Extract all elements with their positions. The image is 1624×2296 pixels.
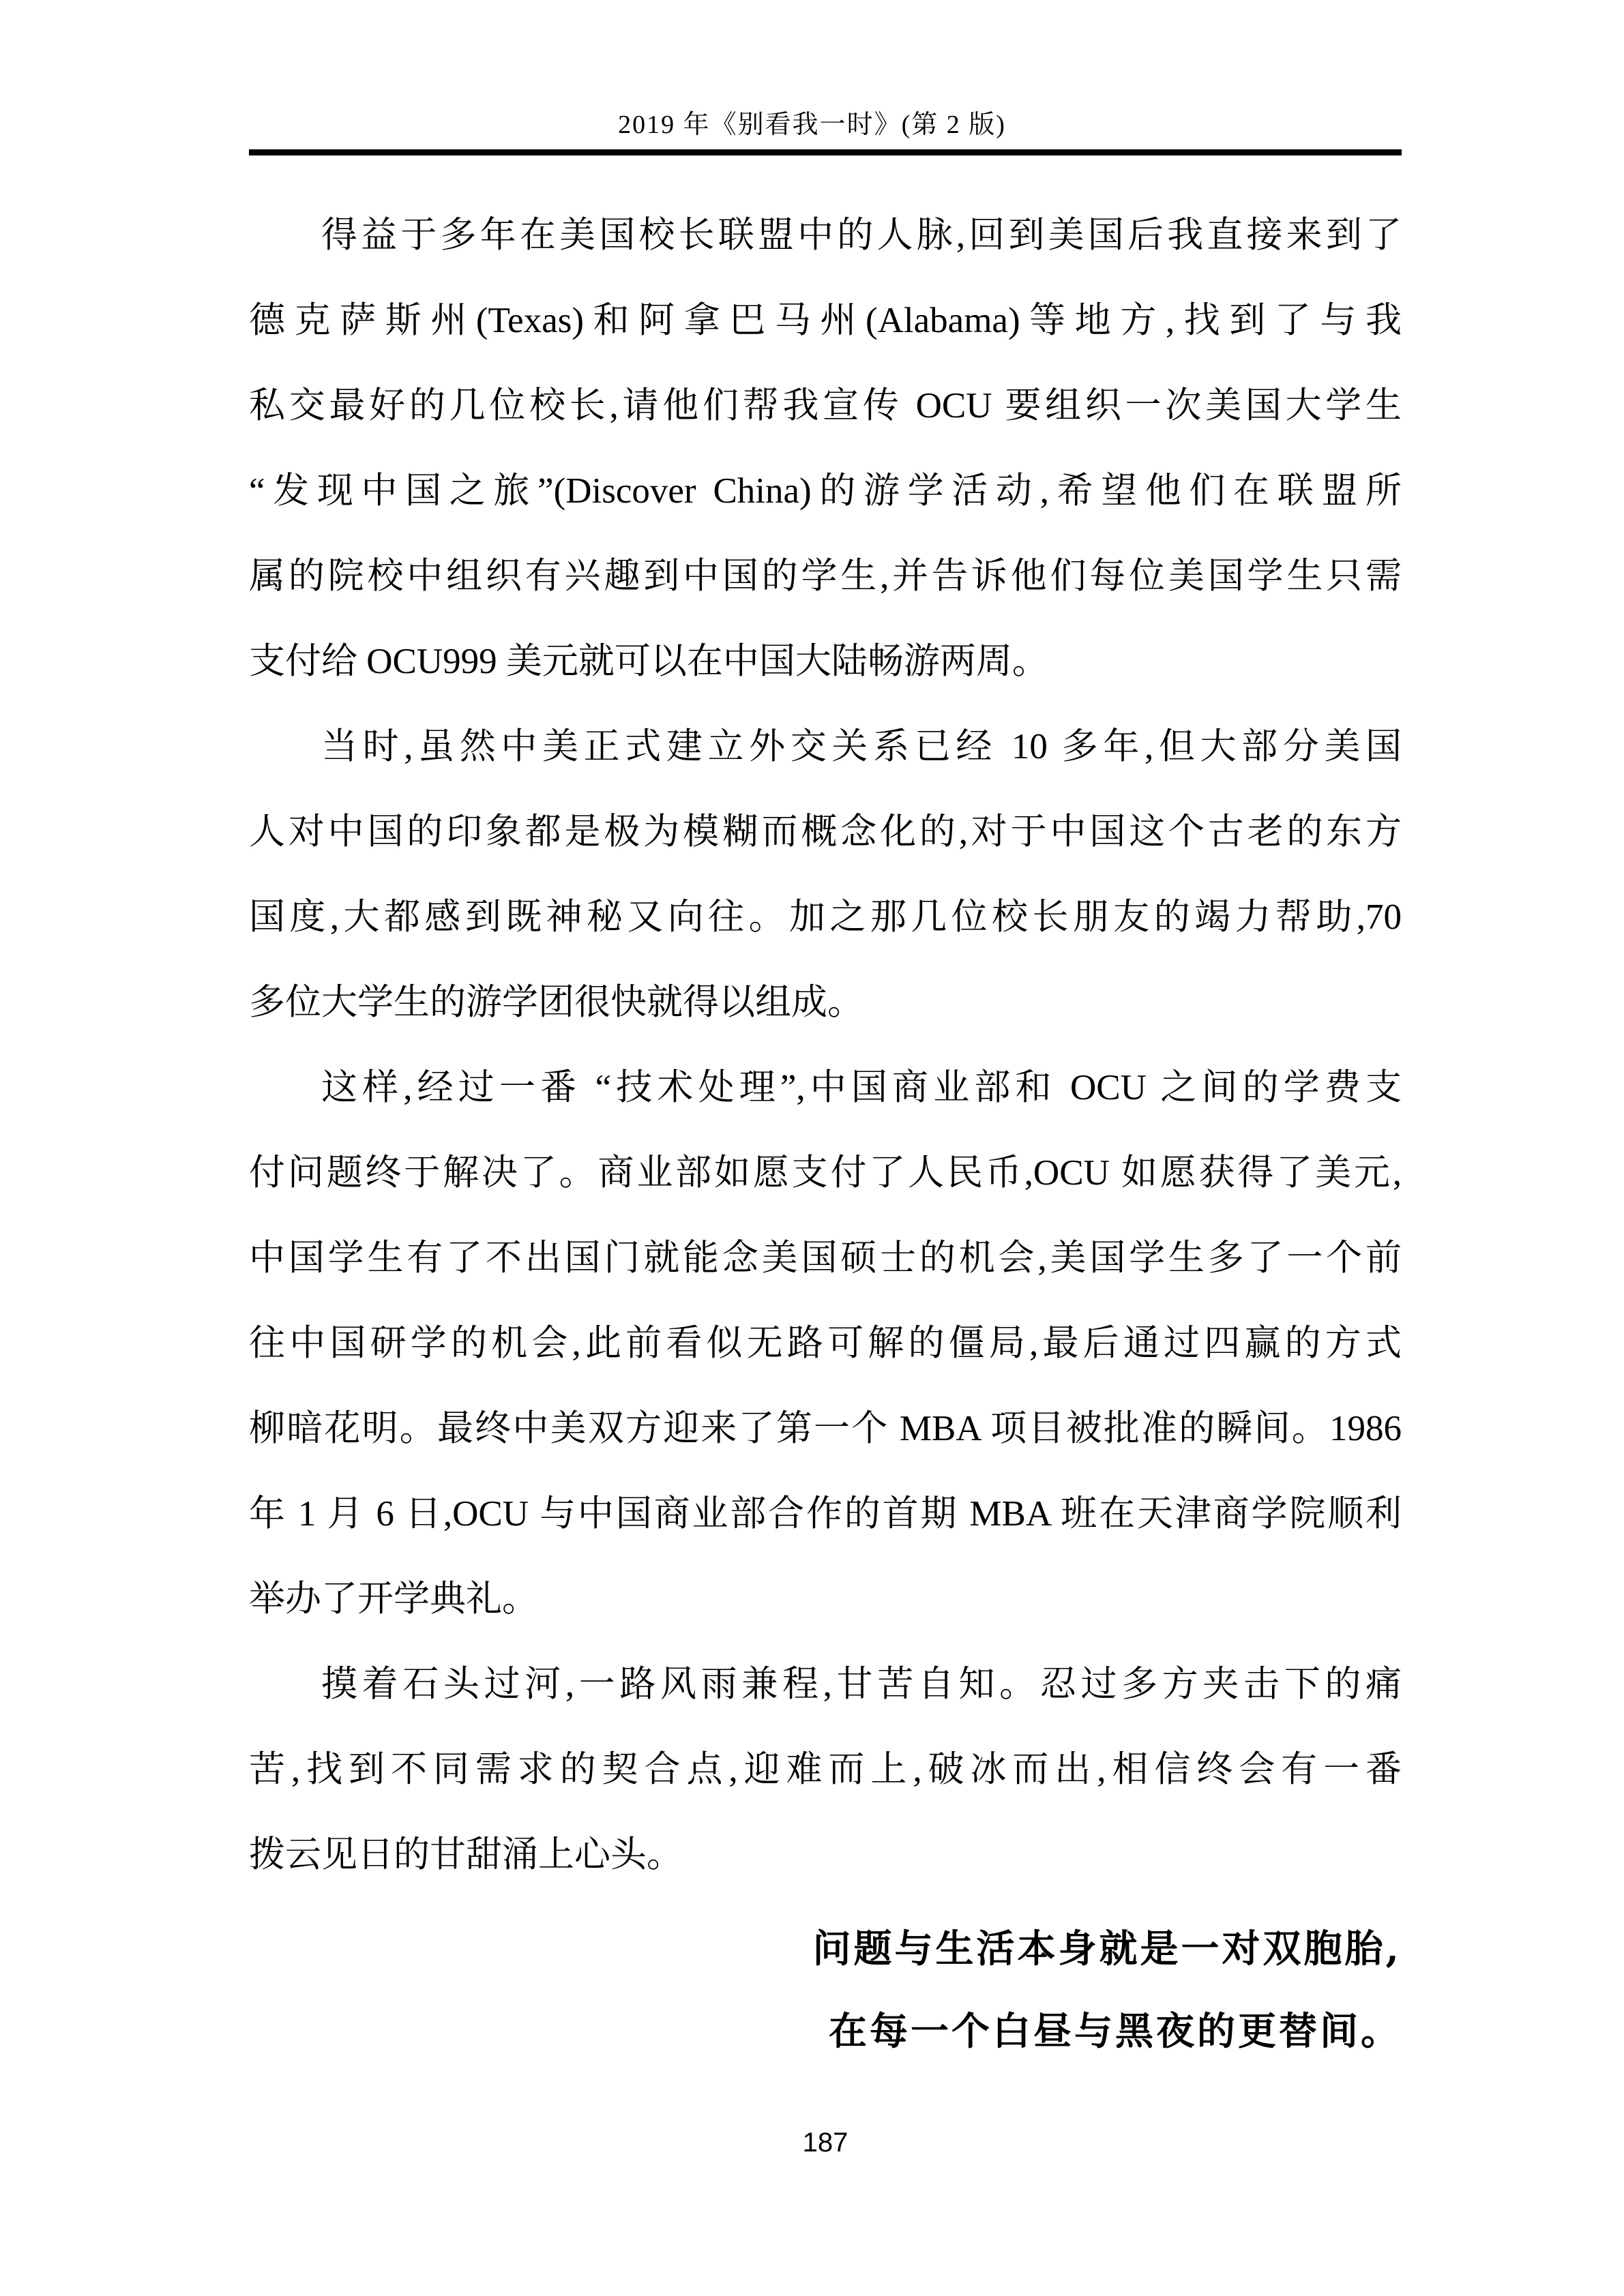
- header-divider-rule: [249, 149, 1402, 155]
- quote-line: 问题与生活本身就是一对双胞胎,: [812, 1926, 1402, 1971]
- body-line: 支付给 OCU999 美元就可以在中国大陆畅游两周。: [249, 642, 1048, 681]
- closing-quote: [249, 1908, 1402, 2073]
- body-line: 年 1 月 6 日,OCU 与中国商业部合作的首期 MBA 班在天津商学院顺利: [249, 1494, 1402, 1534]
- body-line: 私交最好的几位校长,请他们帮我宣传 OCU 要组织一次美国大学生: [249, 386, 1402, 426]
- body-line: “发现中国之旅”(Discover China)的游学活动,希望他们在联盟所: [249, 471, 1402, 511]
- body-line: 付问题终于解决了。商业部如愿支付了人民币,OCU 如愿获得了美元,: [249, 1153, 1402, 1193]
- body-line: 人对中国的印象都是极为模糊而概念化的,对于中国这个古老的东方: [249, 812, 1402, 852]
- body-line: 多位大学生的游学团很快就得以组成。: [249, 983, 863, 1022]
- page-number: 187: [802, 2128, 848, 2158]
- body-line: 中国学生有了不出国门就能念美国硕士的机会,美国学生多了一个前: [249, 1238, 1402, 1278]
- body-line: 摸着石头过河,一路风雨兼程,甘苦自知。忍过多方夹击下的痛: [321, 1665, 1402, 1704]
- body-text: [249, 193, 1402, 1898]
- body-line: 国度,大都感到既神秘又向往。加之那几位校长朋友的竭力帮助,70: [249, 897, 1402, 937]
- body-line: 当时,虽然中美正式建立外交关系已经 10 多年,但大部分美国: [321, 727, 1402, 766]
- page-header-title: 2019 年《别看我一时》(第 2 版): [618, 110, 1006, 139]
- body-line: 德克萨斯州(Texas)和阿拿巴马州(Alabama)等地方,找到了与我: [249, 301, 1402, 340]
- body-line: 拨云见日的甘甜涌上心头。: [249, 1835, 683, 1875]
- body-line: 这样,经过一番 “技术处理”,中国商业部和 OCU 之间的学费支: [321, 1068, 1402, 1107]
- body-line: 得益于多年在美国校长联盟中的人脉,回到美国后我直接来到了: [321, 215, 1402, 255]
- body-line: 往中国研学的机会,此前看似无路可解的僵局,最后通过四赢的方式: [249, 1324, 1402, 1363]
- quote-line: 在每一个白昼与黑夜的更替间。: [829, 2009, 1402, 2054]
- body-line: 举办了开学典礼。: [249, 1579, 538, 1619]
- body-line: 苦,找到不同需求的契合点,迎难而上,破冰而出,相信终会有一番: [249, 1750, 1402, 1789]
- body-line: 属的院校中组织有兴趣到中国的学生,并告诉他们每位美国学生只需: [249, 556, 1402, 596]
- body-line: 柳暗花明。最终中美双方迎来了第一个 MBA 项目被批准的瞬间。1986: [249, 1409, 1402, 1448]
